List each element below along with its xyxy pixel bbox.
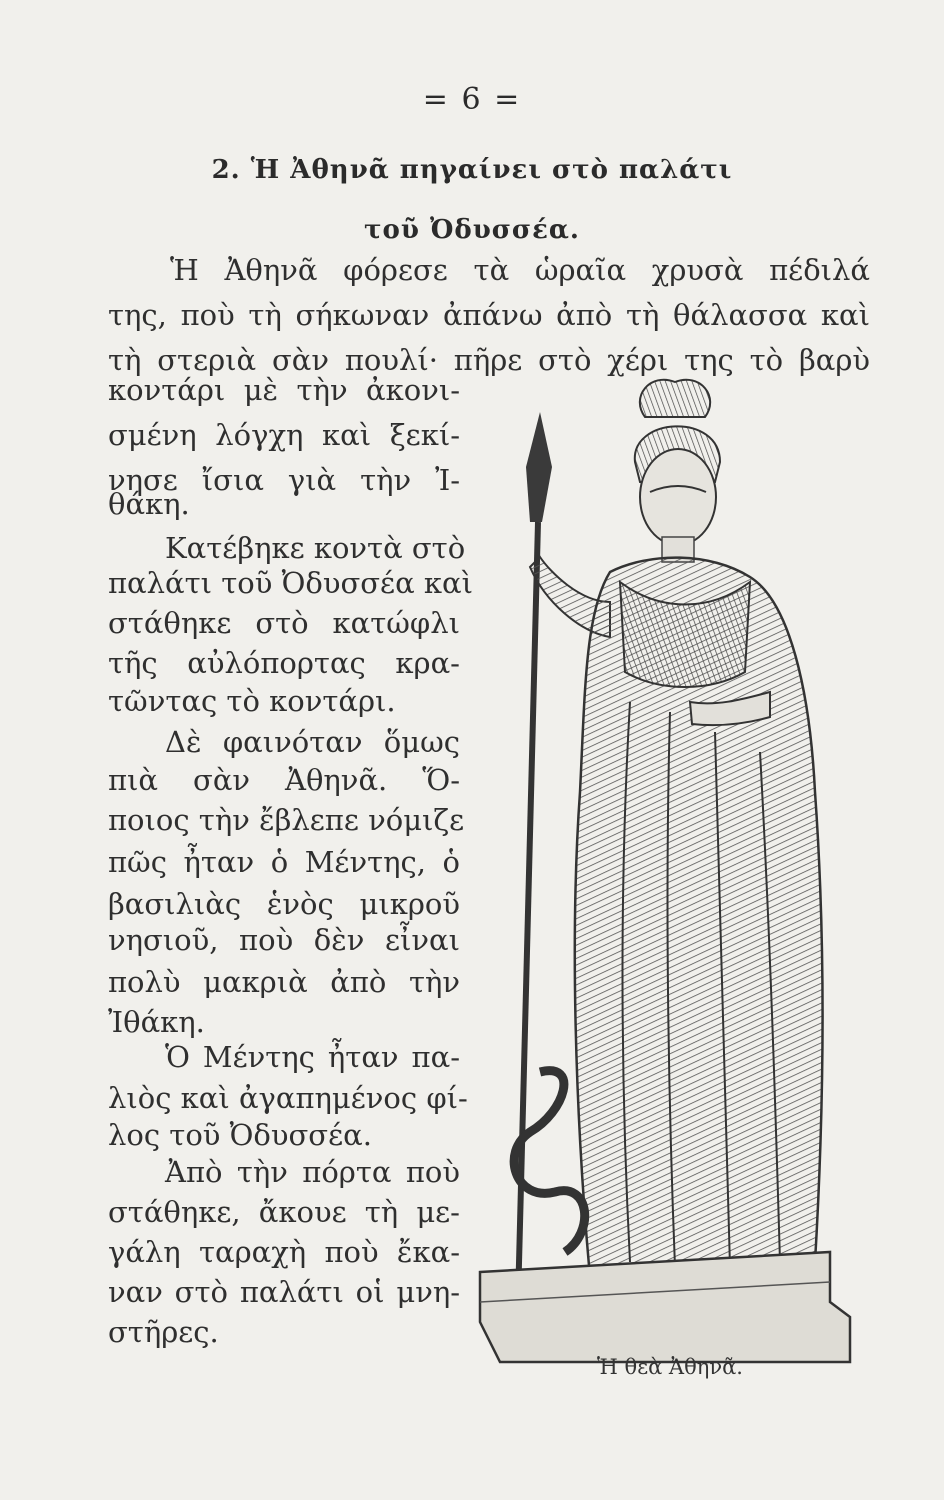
body-line: Ἡ Ἀθηνᾶ φόρεσε τὰ ὡραῖα χρυσὰ πέδιλά <box>170 253 870 287</box>
body-line: τὴ στεριὰ σὰν πουλί· πῆρε στὸ χέρι της τὸ βαρὺ <box>108 343 870 377</box>
body-line: στῆρες. <box>108 1315 219 1349</box>
body-line: ναν στὸ παλάτι οἱ μνη- <box>108 1275 460 1309</box>
body-line: παλάτι τοῦ Ὀδυσσέα καὶ <box>108 566 473 600</box>
body-line: βασιλιὰς ἑνὸς μικροῦ <box>108 887 460 921</box>
body-line: θάκη. <box>108 487 190 521</box>
body-line: Ὁ Μέντης ἦταν πα- <box>165 1040 460 1074</box>
body-line: τῶντας τὸ κοντάρι. <box>108 684 396 718</box>
body-line: νησε ἴσια γιὰ τὴν Ἰ- <box>108 463 460 497</box>
figure-caption: Ἡ θεὰ Ἀθηνᾶ. <box>597 1355 743 1379</box>
body-line: πολὺ μακριὰ ἀπὸ τὴν <box>108 965 460 999</box>
athena-illustration <box>470 372 870 1372</box>
body-line: λιὸς καὶ ἀγαπημένος φί- <box>108 1081 468 1115</box>
body-line: πῶς ἦταν ὁ Μέντης, ὁ <box>108 845 460 879</box>
body-line: της, ποὺ τὴ σήκωναν ἀπάνω ἀπὸ τὴ θάλασσα καὶ <box>108 298 870 332</box>
chapter-title-line-1: 2. Ἡ Ἀθηνᾶ πηγαίνει στὸ παλάτι <box>211 155 733 185</box>
body-line: Κατέβηκε κοντὰ στὸ <box>165 531 466 565</box>
body-line: στάθηκε, ἄκουε τὴ με- <box>108 1195 460 1229</box>
body-line: ποιος τὴν ἔβλεπε νόμιζε <box>108 803 465 837</box>
body-line: κοντάρι μὲ τὴν ἀκονι- <box>108 373 460 407</box>
body-line: λος τοῦ Ὀδυσσέα. <box>108 1118 372 1152</box>
body-line: σμένη λόγχη καὶ ξεκί- <box>108 418 460 452</box>
body-line: Ἰθάκη. <box>108 1005 205 1039</box>
chapter-title-line-2: τοῦ Ὀδυσσέα. <box>364 215 580 245</box>
page-number: = 6 = <box>422 82 522 117</box>
body-line: στάθηκε στὸ κατώφλι <box>108 606 460 640</box>
body-line: τῆς αὐλόπορτας κρα- <box>108 646 460 680</box>
body-line: Ἀπὸ τὴν πόρτα ποὺ <box>165 1155 460 1189</box>
chapter-title <box>0 140 944 260</box>
body-line: νησιοῦ, ποὺ δὲν εἶναι <box>108 923 460 957</box>
body-line: Δὲ φαινόταν ὅμως <box>165 725 460 759</box>
body-line: γάλη ταραχὴ ποὺ ἔκα- <box>108 1235 460 1269</box>
body-line: πιὰ σὰν Ἀθηνᾶ. Ὅ- <box>108 763 460 797</box>
athena-statue-icon <box>470 372 870 1372</box>
